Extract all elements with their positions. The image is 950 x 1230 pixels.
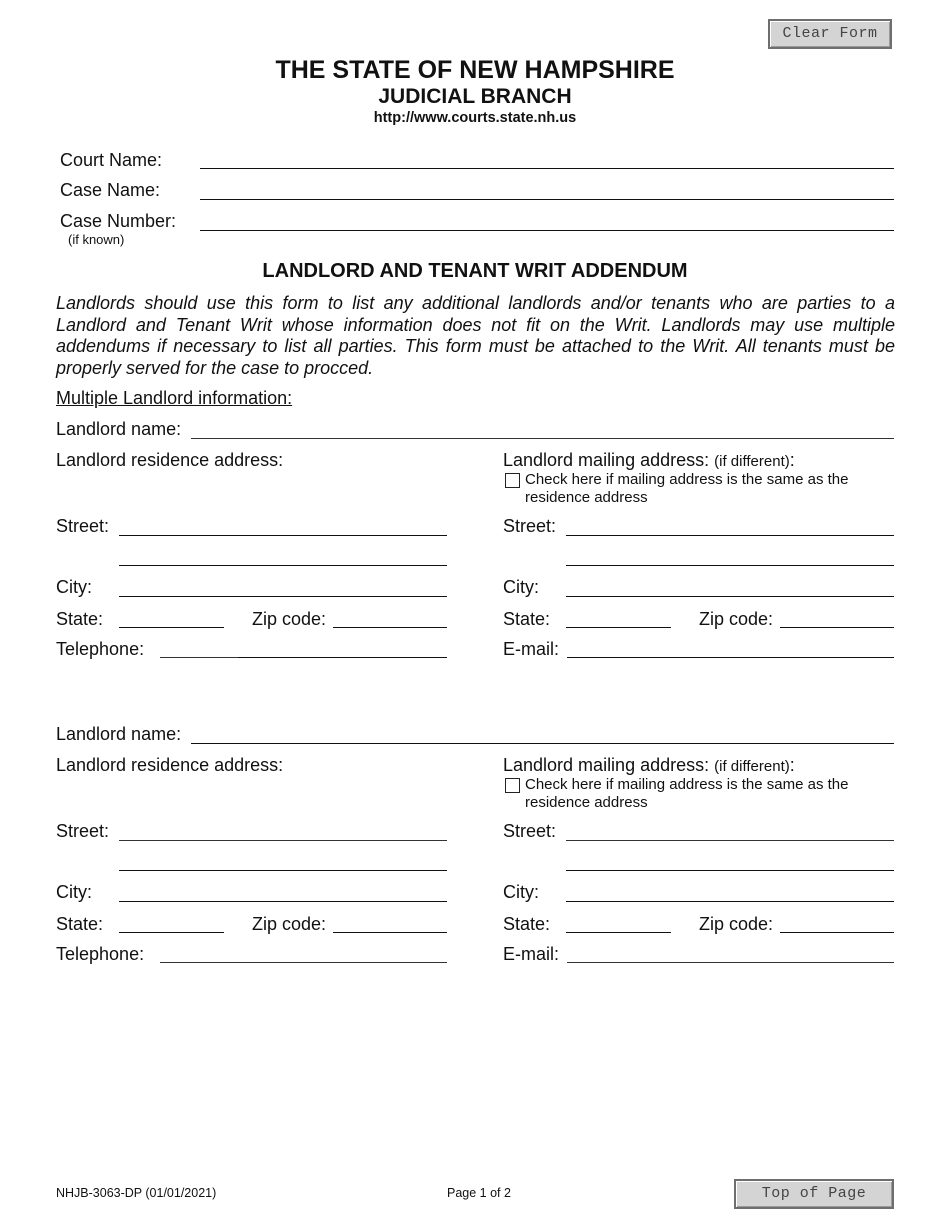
case-name-label: Case Name: (60, 180, 161, 200)
landlord-1-res-zip-line (333, 627, 447, 628)
case-number-line (200, 230, 894, 231)
landlord-2-telephone-line-b (238, 962, 447, 963)
branch-heading: JUDICIAL BRANCH (378, 85, 572, 108)
landlord-2-res-city-field[interactable] (119, 880, 447, 902)
email-label: E-mail: (503, 944, 560, 964)
residence-address-label: Landlord residence address: (56, 755, 284, 775)
landlord-name-label: Landlord name: (56, 419, 182, 439)
landlord-1-mail-city-line (566, 596, 894, 597)
case-name-line (200, 199, 894, 200)
landlord-2-res-zip-field[interactable] (333, 911, 447, 933)
landlord-2-mail-zip-line (780, 932, 894, 933)
street-label: Street: (503, 516, 557, 536)
landlord-2-mail-street-line (566, 840, 894, 841)
landlord-2-mail-street2-line (566, 870, 894, 871)
landlord-2-res-street-line (119, 840, 447, 841)
mailing-address-text: Landlord mailing address: (503, 450, 710, 470)
landlord-1-res-state-line (119, 627, 224, 628)
landlord-1-mail-street2-field[interactable] (566, 545, 894, 567)
landlord-1-res-street-line (119, 535, 447, 536)
landlord-1-mail-state-line (566, 627, 671, 628)
state-label: State: (503, 609, 551, 629)
colon: : (789, 450, 795, 470)
landlord-1-telephone-field[interactable] (160, 637, 447, 659)
top-of-page-button[interactable]: Top of Page (734, 1179, 894, 1209)
street-label: Street: (503, 821, 557, 841)
landlord-2-email-line (567, 962, 894, 963)
street-label: Street: (56, 821, 110, 841)
landlord-1-res-street2-line (119, 565, 447, 566)
landlord-2-mail-street-field[interactable] (566, 819, 894, 841)
if-different-note: (if different) (714, 453, 790, 470)
landlord-1-email-field[interactable] (567, 637, 894, 659)
case-number-field[interactable] (200, 209, 894, 231)
landlord-2-email-field[interactable] (567, 942, 894, 964)
landlord-2-res-street-field[interactable] (119, 819, 447, 841)
section-heading: Multiple Landlord information: (56, 388, 293, 408)
landlord-2-mail-street2-field[interactable] (566, 850, 894, 872)
intro-paragraph: Landlords should use this form to list any additional landlords and/or tenants who are parties to a Landlord and Tenant Writ whose information does not fit on the Writ. Landlords may use multiple addendums if necessary to list all parties. This form must be attached to the Writ. All tenants must be properly served for the case to procced. (56, 293, 895, 378)
court-name-line (200, 168, 894, 169)
landlord-2-res-state-field[interactable] (119, 911, 224, 933)
state-heading: THE STATE OF NEW HAMPSHIRE (275, 56, 675, 84)
page-number: Page 1 of 2 (447, 1186, 511, 1200)
city-label: City: (503, 882, 539, 902)
email-label: E-mail: (503, 639, 560, 659)
landlord-1-mail-zip-line (780, 627, 894, 628)
court-url: http://www.courts.state.nh.us (373, 110, 577, 126)
landlord-2-name-line (191, 743, 894, 744)
telephone-label: Telephone: (56, 639, 145, 659)
landlord-1-telephone-line-b (238, 657, 447, 658)
landlord-1-same-address-checkbox[interactable] (505, 473, 520, 488)
landlord-2-res-state-line (119, 932, 224, 933)
same-address-text-2: residence address (525, 794, 648, 811)
landlord-1-mail-street2-line (566, 565, 894, 566)
landlord-1-mail-zip-field[interactable] (780, 606, 894, 628)
mailing-address-label (503, 450, 795, 471)
landlord-2-name-field[interactable] (191, 722, 894, 744)
landlord-2-telephone-line-a (160, 962, 238, 963)
colon: : (789, 755, 795, 775)
landlord-2-mail-city-line (566, 901, 894, 902)
landlord-name-label: Landlord name: (56, 724, 182, 744)
landlord-1-res-street-field[interactable] (119, 514, 447, 536)
same-address-text-2: residence address (525, 489, 648, 506)
zip-label: Zip code: (252, 914, 327, 934)
same-address-text-1: Check here if mailing address is the same as the (525, 776, 849, 793)
if-known-note: (if known) (68, 232, 125, 247)
landlord-1-res-zip-field[interactable] (333, 606, 447, 628)
zip-label: Zip code: (699, 914, 774, 934)
if-different-note: (if different) (714, 758, 790, 775)
city-label: City: (503, 577, 539, 597)
zip-label: Zip code: (252, 609, 327, 629)
landlord-1-mail-city-field[interactable] (566, 575, 894, 597)
mailing-address-text: Landlord mailing address: (503, 755, 710, 775)
city-label: City: (56, 577, 92, 597)
landlord-2-res-street2-field[interactable] (119, 850, 447, 872)
state-label: State: (56, 914, 104, 934)
city-label: City: (56, 882, 92, 902)
landlord-2-mail-city-field[interactable] (566, 880, 894, 902)
landlord-2-res-zip-line (333, 932, 447, 933)
landlord-1-res-state-field[interactable] (119, 606, 224, 628)
landlord-2-same-address-checkbox[interactable] (505, 778, 520, 793)
landlord-2-mail-zip-field[interactable] (780, 911, 894, 933)
landlord-2-res-street2-line (119, 870, 447, 871)
court-name-field[interactable] (200, 148, 894, 170)
state-label: State: (56, 609, 104, 629)
telephone-label: Telephone: (56, 944, 145, 964)
mailing-address-label (503, 755, 795, 776)
form-id: NHJB-3063-DP (01/01/2021) (56, 1186, 217, 1200)
landlord-1-mail-street-field[interactable] (566, 514, 894, 536)
landlord-1-mail-state-field[interactable] (566, 606, 671, 628)
landlord-1-telephone-line-a (160, 657, 238, 658)
form-title: LANDLORD AND TENANT WRIT ADDENDUM (262, 260, 688, 282)
residence-address-label: Landlord residence address: (56, 450, 284, 470)
case-name-field[interactable] (200, 178, 894, 200)
landlord-1-res-city-line (119, 596, 447, 597)
state-label: State: (503, 914, 551, 934)
landlord-1-mail-street-line (566, 535, 894, 536)
zip-label: Zip code: (699, 609, 774, 629)
street-label: Street: (56, 516, 110, 536)
landlord-1-name-line (191, 438, 894, 439)
landlord-1-res-city-field[interactable] (119, 575, 447, 597)
same-address-text-1: Check here if mailing address is the same as the (525, 471, 849, 488)
case-number-label: Case Number: (60, 211, 177, 231)
landlord-2-mail-state-line (566, 932, 671, 933)
landlord-2-mail-state-field[interactable] (566, 911, 671, 933)
landlord-2-res-city-line (119, 901, 447, 902)
landlord-1-email-line (567, 657, 894, 658)
landlord-1-res-street2-field[interactable] (119, 545, 447, 567)
landlord-2-telephone-field[interactable] (160, 942, 447, 964)
landlord-1-name-field[interactable] (191, 417, 894, 439)
clear-form-button[interactable]: Clear Form (768, 19, 892, 49)
court-name-label: Court Name: (60, 150, 163, 170)
